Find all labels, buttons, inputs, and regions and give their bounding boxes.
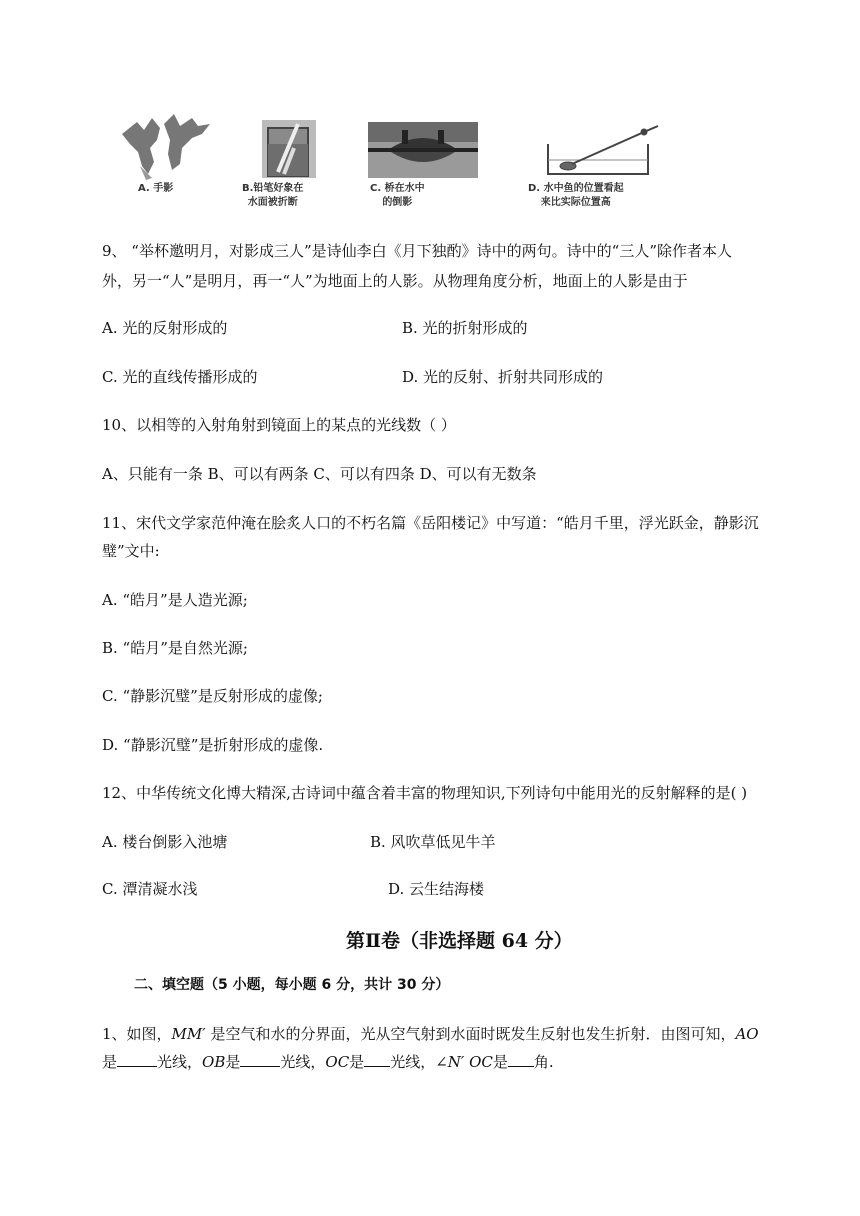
q9-stem-line1: 9、 “举杯邀明月，对影成三人”是诗仙李白《月下独酌》诗中的两句。诗中的“三人”除作者本人 bbox=[102, 242, 732, 260]
fill1-mm-label: MM′ bbox=[171, 1025, 206, 1043]
q12-option-a: A. 楼台倒影入池塘 bbox=[102, 833, 228, 851]
q11-option-b: B. “皓月”是自然光源; bbox=[102, 639, 248, 657]
q12-option-d: D. 云生结海楼 bbox=[388, 880, 485, 898]
figure-caption-c: C. 桥在水中 的倒影 bbox=[370, 183, 425, 208]
fill1-jiao: 角. bbox=[533, 1053, 554, 1071]
q9-option-b: B. 光的折射形成的 bbox=[402, 319, 528, 337]
fill1-guangxian-1: 光线， bbox=[157, 1053, 203, 1071]
q10-stem: 10、以相等的入射角射到镜面上的某点的光线数（ ） bbox=[102, 416, 456, 434]
q9-option-a: A. 光的反射形成的 bbox=[102, 319, 228, 337]
fill1-line1 bbox=[102, 1024, 759, 1044]
q12-option-c: C. 潭清凝水浅 bbox=[102, 880, 198, 898]
section-2-subtitle: 二、填空题（5 小题，每小题 6 分，共计 30 分） bbox=[134, 977, 450, 993]
optics-figure bbox=[102, 104, 704, 216]
q11-stem-line1: 11、宋代文学家范仲淹在脍炙人口的不朽名篇《岳阳楼记》中写道：“皓月千里，浮光跃金，静影沉 bbox=[102, 514, 759, 532]
fill1-is-4: 是 bbox=[492, 1053, 508, 1071]
q12-option-b: B. 风吹草低见牛羊 bbox=[370, 833, 496, 851]
fill1-is-3: 是 bbox=[349, 1053, 365, 1071]
fill1-guangxian-3: 光线， bbox=[390, 1053, 436, 1071]
figure-caption-b: B.铅笔好象在 水面被折断 bbox=[242, 183, 304, 208]
fill1-is-1: 是 bbox=[102, 1053, 118, 1071]
q9-option-d: D. 光的反射、折射共同形成的 bbox=[402, 368, 604, 386]
fill1-blank-3[interactable] bbox=[364, 1052, 390, 1067]
bridge-reflection-picture bbox=[368, 122, 478, 178]
q10-options: A、只能有一条 B、可以有两条 C、可以有四条 D、可以有无数条 bbox=[102, 465, 537, 483]
q11-option-a: A. “皓月”是人造光源; bbox=[102, 591, 248, 609]
fill1-text-1: 是空气和水的分界面，光从空气射到水面时既发生反射也发生折射．由图可知， bbox=[205, 1025, 736, 1043]
q11-option-d: D. “静影沉璧”是折射形成的虚像. bbox=[102, 736, 324, 754]
fill1-blank-1[interactable] bbox=[117, 1052, 157, 1067]
fill1-is-2: 是 bbox=[225, 1053, 241, 1071]
q12-stem: 12、中华传统文化博大精深,古诗词中蕴含着丰富的物理知识,下列诗句中能用光的反射解释的是( ) bbox=[102, 784, 748, 802]
fill1-line2 bbox=[102, 1052, 554, 1072]
q9-option-c: C. 光的直线传播形成的 bbox=[102, 368, 258, 386]
fill1-guangxian-2: 光线， bbox=[280, 1053, 326, 1071]
fill1-ao-label: AO bbox=[735, 1025, 759, 1043]
q9-stem-line2: 外，另一“人”是明月，再一“人”为地面上的人影。从物理角度分析，地面上的人影是由于 bbox=[102, 272, 688, 290]
fill1-blank-4[interactable] bbox=[508, 1052, 534, 1067]
pencil-glass-picture bbox=[262, 120, 316, 178]
fill1-prefix: 1、如图， bbox=[102, 1025, 172, 1043]
fill1-angle-label: ∠N′ OC bbox=[435, 1053, 493, 1071]
fill1-oc-label: OC bbox=[325, 1053, 350, 1071]
figure-caption-d: D. 水中鱼的位置看起 来比实际位置高 bbox=[528, 183, 624, 208]
section-2-title: 第Ⅱ卷（非选择题 64 分） bbox=[346, 930, 573, 952]
q11-option-c: C. “静影沉璧”是反射形成的虚像; bbox=[102, 687, 323, 705]
fill1-ob-label: OB bbox=[202, 1053, 226, 1071]
figure-caption-a: A. 手影 bbox=[138, 183, 174, 194]
q11-stem-line2: 璧”文中: bbox=[102, 542, 160, 560]
fill1-blank-2[interactable] bbox=[240, 1052, 280, 1067]
